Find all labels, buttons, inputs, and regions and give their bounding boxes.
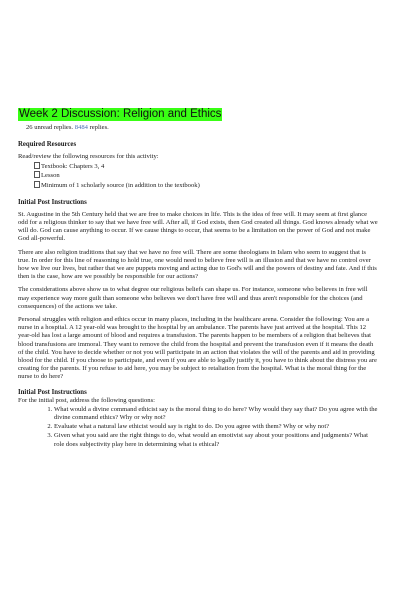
checkbox-glyph-icon [34, 181, 40, 188]
initial-post-heading-2: Initial Post Instructions [18, 388, 87, 396]
resource-item: Minimum of 1 scholarly source (in addition to the textbook) [34, 181, 378, 190]
discussion-title: Week 2 Discussion: Religion and Ethics [19, 108, 222, 120]
resources-intro: Read/review the following resources for this activity: [18, 153, 159, 160]
unread-replies-text: 26 unread replies. [26, 124, 74, 131]
initial-post-heading: Initial Post Instructions [18, 198, 87, 206]
questions-intro: For the initial post, address the following questions: [18, 396, 155, 404]
question-item: 3. Given what you said are the right things to do, what would an emotivist say about your positions and judgments? What role does subjectivity play here in determining what is ethical? [54, 432, 378, 448]
questions-list [38, 406, 378, 449]
reply-counter [26, 123, 378, 132]
paragraph-healthcare-scenario: Personal struggles with religion and ethics occur in many places, including in the healthcare arena. Consider the following: You are a nurse in a hospital. A 12 year-old was brought to the hospital by an ambulance. The parents have just arrived at the hospital. This 12 year-old has lost a large amount of blood and requires a transfusion. The parents happen to be members of a religion that believes that blood transfusions are immoral. They want to remove the child from the hospital and prevent the transfusion even if it means the death of the child. You have to decide whether or not you will participate in an action that violates the will of the parents and aid in providing blood for the child. If you choose to participate, and even if you are able to legally justify it, you have to think about the distress you are creating for the parents. If you refuse to aid here, you may be subject to retaliation from the hospital. What is the moral thing for the nurse to do here? [18, 316, 377, 381]
total-replies-link[interactable]: 8484 [74, 124, 88, 131]
resources-list [34, 162, 378, 190]
checkbox-glyph-icon [34, 162, 40, 169]
paragraph-no-free-will: There are also religion traditions that say that we have no free will. There are some theologians in Islam who seem to suggest that is true. In order for this line of reasoning to hold true, one would need to believe free will is an illusion and that we have no control over how we live our lives, but rather that we are puppets moving and acting due to God's will and the powers of destiny and fate. And if this then is the case, how are we possibly be responsible for our actions? [18, 248, 377, 281]
question-item: 1. What would a divine command ethicist say is the moral thing to do here? Why would they say that? Do you agree with the divine command ethics? Why or why not? [54, 406, 378, 422]
replies-suffix: replies. [89, 124, 109, 131]
paragraph-free-will: St. Augustine in the 5th Century held that we are free to make choices in life. This is the idea of free will. It may seem at first glance odd for a religious thinker to say that we have free will. After all, if God exists, then God created all things. God knows already what we will do. God can cause anything to occur. If we cause things to occur, that seems to be a limitation on the power of God and not make God all-powerful. [18, 210, 378, 243]
question-item: 2. Evaluate what a natural law ethicist would say is right to do. Do you agree with them? Why or why not? [54, 423, 378, 431]
checkbox-glyph-icon [34, 171, 40, 178]
resource-item: Lesson [34, 171, 378, 180]
required-resources-heading: Required Resources [18, 141, 77, 148]
paragraph-considerations: The considerations above show us to what degree our religious beliefs can shape us. For instance, someone who believes in free will may experience way more guilt than someone who believes we don't have free will and thus aren't responsible for the choices (and consequences) of the actions we take. [18, 286, 368, 310]
document-body [18, 104, 378, 450]
discussion-header [18, 104, 378, 132]
resource-item: Textbook: Chapters 3, 4 [34, 162, 378, 171]
